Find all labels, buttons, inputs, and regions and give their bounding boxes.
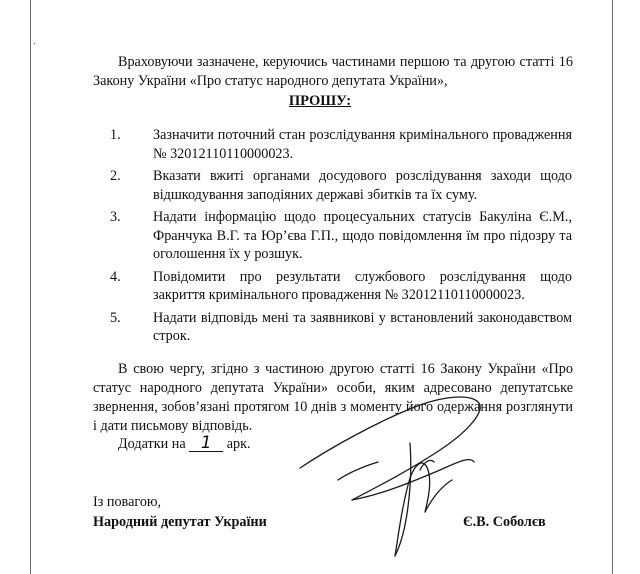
intro-paragraph: Враховуючи зазначене, керуючись частинами першою та другою статті 16 Закону України «Про статус народного депутата України», (93, 54, 573, 90)
attachments-unit: арк. (226, 436, 251, 452)
regards-text: Із повагою, (93, 494, 162, 510)
request-number: 5. (110, 309, 121, 326)
request-item (110, 126, 572, 163)
request-number: 1. (110, 127, 121, 143)
scan-speck: ˙ (33, 42, 37, 53)
request-text: Зазначити поточний стан розслідування кримінального провадження № 32012110110000023. (153, 127, 572, 162)
request-list (110, 126, 572, 350)
request-item (110, 167, 572, 204)
request-text: Надати відповідь мені та заявникові у встановлений законодавством строк. (153, 309, 572, 344)
request-number: 2. (110, 168, 121, 184)
request-item (110, 268, 572, 305)
signer-title: Народний депутат України (93, 514, 267, 530)
attachments-label: Додатки на (118, 436, 186, 452)
scan-edge-right (612, 0, 613, 574)
scan-edge-left (30, 0, 31, 574)
attachments-count: 1 (189, 436, 223, 452)
request-number: 3. (110, 209, 121, 225)
attachments-line (118, 435, 251, 454)
signer-name: Є.В. Соболєв (463, 514, 546, 530)
request-item (110, 309, 572, 346)
request-text: Надати інформацію щодо процесуальних статусів Бакуліна Є.М., Франчука В.Г. та Юр’єва Г.П., щодо повідомлення їм про підозру та оголошення їх у розшук. (153, 209, 572, 262)
closing-paragraph: В свою чергу, згідно з частиною другою статті 16 Закону України «Про статус народного депутата України» особи, яким адресовано депутатське звернення, зобов’язані протягом 10 днів з моменту його одержання розглянути і дати письмову відповідь. (93, 361, 573, 435)
request-text: Вказати вжиті органами досудового розслідування заходи щодо відшкодування заподіяних державі збитків та їх суму. (153, 168, 572, 203)
request-text: Повідомити про результати службового розслідування щодо закриття кримінального провадження № 32012110110000023. (153, 268, 572, 303)
request-item (110, 208, 572, 264)
request-number: 4. (110, 268, 121, 285)
request-heading: ПРОШУ: (288, 93, 352, 109)
